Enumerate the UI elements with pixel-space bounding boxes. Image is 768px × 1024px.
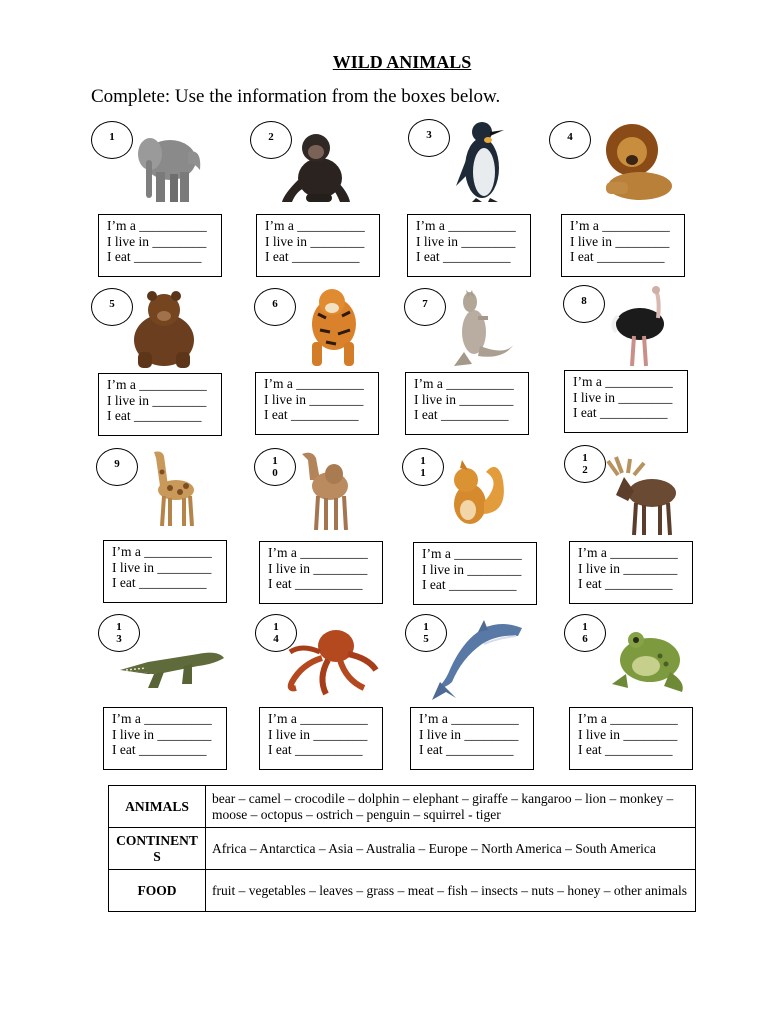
card-number-circle: 8	[563, 285, 605, 323]
answer-box[interactable]: I’m a __________ I live in ________ I eat __________	[256, 214, 380, 277]
elephant-icon	[128, 122, 208, 206]
card-number-circle: 6	[254, 288, 296, 326]
table-row	[109, 828, 696, 870]
dolphin-icon	[432, 618, 526, 702]
answer-box[interactable]: I’m a __________ I live in ________ I eat __________	[259, 541, 383, 604]
reference-table	[108, 785, 696, 912]
chimpanzee-icon	[276, 124, 356, 208]
bear-icon	[124, 286, 204, 370]
table-row	[109, 870, 696, 912]
answer-box[interactable]: I’m a __________ I live in ________ I eat __________	[413, 542, 537, 605]
ostrich-icon	[604, 286, 684, 370]
animals-list: bear – camel – crocodile – dolphin – elephant – giraffe – kangaroo – lion – monkey – moose – octopus – ostrich – penguin – squirrel - tiger	[206, 786, 696, 828]
kangaroo-icon	[444, 286, 524, 370]
lion-icon	[598, 120, 678, 204]
continents-list: Africa – Antarctica – Asia – Australia – Europe – North America – South America	[206, 828, 696, 870]
instruction-text: Complete: Use the information from the boxes below.	[91, 86, 501, 107]
penguin-icon	[446, 120, 526, 204]
answer-box[interactable]: I’m a __________ I live in ________ I eat __________	[405, 372, 529, 435]
card-number-circle: 1	[91, 121, 133, 159]
answer-box[interactable]: I’m a __________ I live in ________ I eat __________	[410, 707, 534, 770]
card-number-circle: 5	[91, 288, 133, 326]
answer-box[interactable]: I’m a __________ I live in ________ I eat __________	[407, 214, 531, 277]
card-number-circle: 10	[254, 448, 296, 486]
page-title: WILD ANIMALS	[332, 52, 472, 72]
giraffe-icon	[138, 442, 218, 526]
table-row	[109, 786, 696, 828]
card-number-circle: 13	[98, 614, 140, 652]
answer-box[interactable]: I’m a __________ I live in ________ I eat __________	[569, 541, 693, 604]
food-list: fruit – vegetables – leaves – grass – meat – fish – insects – nuts – honey – other animals	[206, 870, 696, 912]
card-number-circle: 11	[402, 448, 444, 486]
answer-box[interactable]: I’m a __________ I live in ________ I eat __________	[98, 214, 222, 277]
card-number-circle: 3	[408, 119, 450, 157]
card-number-circle: 14	[255, 614, 297, 652]
answer-box[interactable]: I’m a __________ I live in ________ I eat __________	[561, 214, 685, 277]
card-number-circle: 7	[404, 288, 446, 326]
answer-box[interactable]: I’m a __________ I live in ________ I eat __________	[564, 370, 688, 433]
card-number-circle: 12	[564, 445, 606, 483]
card-number-circle: 16	[564, 614, 606, 652]
answer-box[interactable]: I’m a __________ I live in ________ I eat __________	[259, 707, 383, 770]
animals-header: ANIMALS	[109, 786, 206, 828]
camel-icon	[294, 446, 374, 530]
food-header: FOOD	[109, 870, 206, 912]
card-number-circle: 15	[405, 614, 447, 652]
answer-box[interactable]: I’m a __________ I live in ________ I eat __________	[103, 707, 227, 770]
card-number-circle: 9	[96, 448, 138, 486]
card-number-circle: 2	[250, 121, 292, 159]
answer-box[interactable]: I’m a __________ I live in ________ I eat __________	[255, 372, 379, 435]
moose-icon	[604, 455, 684, 539]
octopus-icon	[282, 624, 380, 698]
tiger-icon	[298, 284, 378, 368]
squirrel-icon	[440, 452, 520, 536]
card-number-circle: 4	[549, 121, 591, 159]
answer-box[interactable]: I’m a __________ I live in ________ I eat __________	[103, 540, 227, 603]
frog-icon	[606, 622, 690, 696]
answer-box[interactable]: I’m a __________ I live in ________ I eat __________	[569, 707, 693, 770]
crocodile-icon	[118, 630, 226, 694]
answer-box[interactable]: I’m a __________ I live in ________ I eat __________	[98, 373, 222, 436]
continents-header: CONTINENTS	[109, 828, 206, 870]
